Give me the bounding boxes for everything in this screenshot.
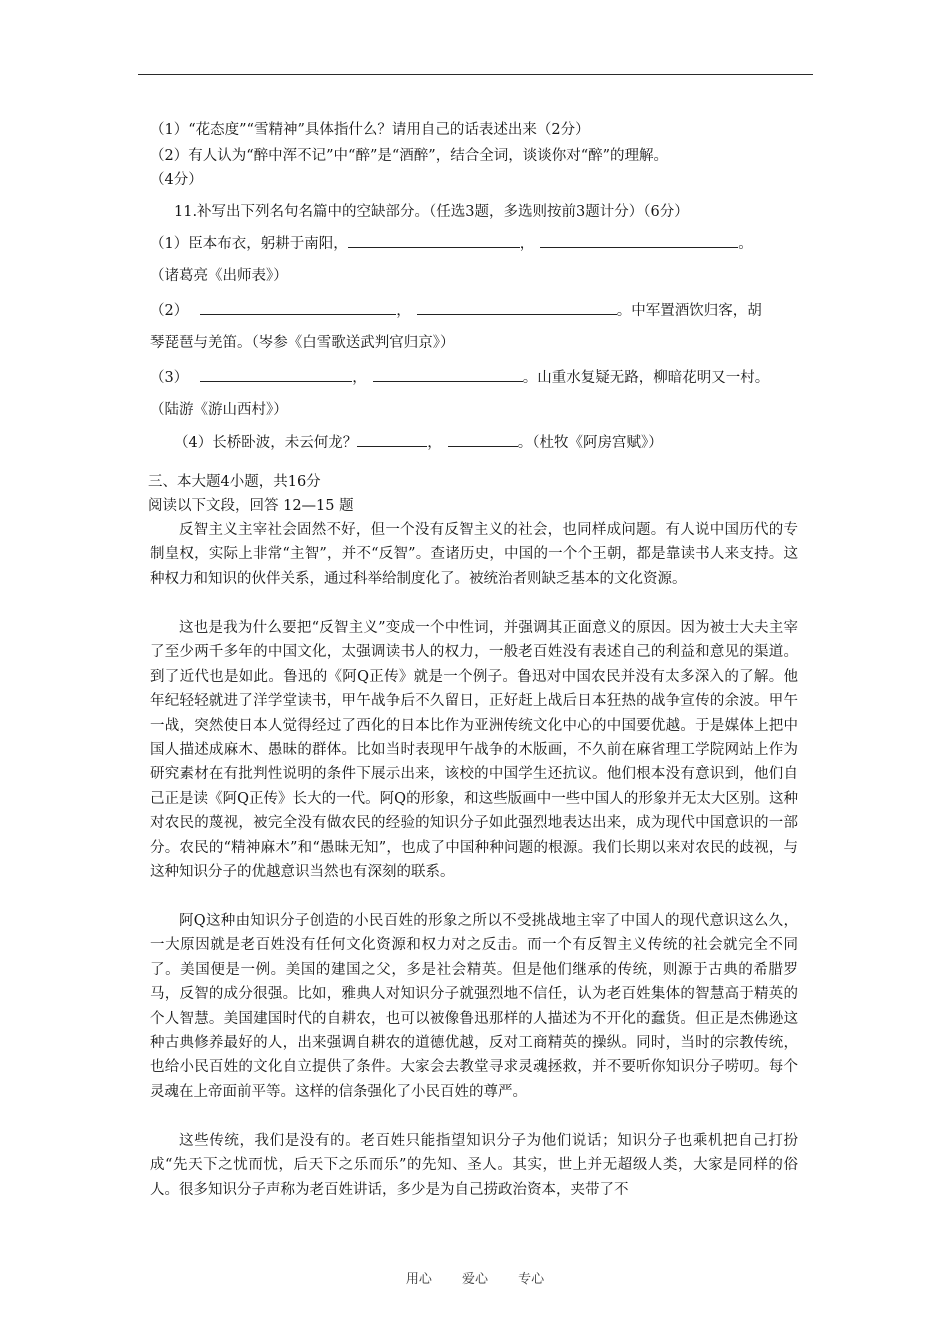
q10-sub2: （2）有人认为“醉中浑不记”中“醉”是“酒醉”，结合全词，谈谈你对“醉”的理解。: [150, 148, 669, 164]
footer-word-2: 爱心: [461, 1272, 488, 1287]
q11-item3-lead: （3）: [150, 370, 189, 386]
q11-item2-sep: ，: [396, 303, 411, 319]
q11-item4-tail: 。（杜牧《阿房宫赋》）: [517, 435, 663, 451]
top-rule: [138, 74, 813, 75]
q11-item2-lead: （2）: [150, 303, 189, 319]
q11-item3-tail: 。山重水复疑无路，柳暗花明又一村。: [522, 370, 770, 386]
passage-paragraph-3: 阿Q这种由知识分子创造的小民百姓的形象之所以不受挑战地主宰了中国人的现代意识这么久，一大原因就是老百姓没有任何文化资源和权力对之反击。而一个有反智主义传统的社会就完全不同了。美国便是一例。美国的建国之父，多是社会精英。但是他们继承的传统，则源于古典的希腊罗马，反智的成分很强。比如，雅典人对知识分子就强烈地不信任，认为老百姓集体的智慧高于精英的个人智慧。美国建国时代的自耕农，也可以被像鲁迅那样的人描述为不开化的蠢货。但正是杰佛逊这种古典修养最好的人，出来强调自耕农的道德优越，反对工商精英的操纵。同时，当时的宗教传统，也给小民百姓的文化自立提供了条件。大家会去教堂寻求灵魂拯救，并不要听你知识分子唠叨。每个灵魂在上帝面前平等。这样的信条强化了小民百姓的尊严。: [150, 913, 798, 1100]
q11-title: 11.补写出下列名句名篇中的空缺部分。（任选3题，多选则按前3题计分）（6分）: [174, 204, 689, 220]
q11-item1-end: 。: [738, 236, 753, 252]
q11-item2-blank1[interactable]: [200, 300, 396, 315]
q10-sub2-score: （4分）: [150, 172, 203, 188]
q11-item3-blank1[interactable]: [200, 367, 352, 382]
q11-item1-blank2[interactable]: [540, 233, 738, 248]
q11-item4-blank1[interactable]: [357, 432, 427, 447]
q11-item4-sep: ，: [427, 435, 442, 451]
footer-word-1: 用心: [405, 1272, 432, 1287]
q11-item4-blank2[interactable]: [448, 432, 518, 447]
footer-word-3: 专心: [518, 1272, 545, 1287]
q11-item3-sep: ，: [352, 370, 367, 386]
q11-item1-lead: （1）臣本布衣，躬耕于南阳，: [150, 236, 348, 252]
q11-item3-source: （陆游《游山西村》）: [150, 402, 288, 418]
section3-heading: 三、本大题4小题，共16分: [148, 474, 321, 490]
q11-item2-cont: 琴琵琶与羌笛。（岑参《白雪歌送武判官归京》）: [150, 335, 455, 351]
q11-item4-lead: （4）长桥卧波，未云何龙？: [174, 435, 358, 451]
page-footer: [0, 1268, 950, 1287]
q11-item1-blank1[interactable]: [348, 233, 520, 248]
passage-paragraph-1: 反智主义主宰社会固然不好，但一个没有反智主义的社会，也同样成问题。有人说中国历代的专制皇权，实际上非常“主智”，并不“反智”。查诸历史，中国的一个个王朝，都是靠读书人来支持。这种权力和知识的伙伴关系，通过科举给制度化了。被统治者则缺乏基本的文化资源。: [150, 522, 798, 587]
q11-item3: [150, 367, 769, 388]
q11-item2-tail: 。中军置酒饮归客，胡: [616, 303, 762, 319]
q11-item1: [150, 233, 753, 254]
passage-paragraph-2: 这也是我为什么要把“反智主义”变成一个中性词，并强调其正面意义的原因。因为被士大夫主宰了至少两千多年的中国文化，太强调读书人的权力，一般老百姓没有表述自己的利益和意见的渠道。到了近代也是如此。鲁迅的《阿Q正传》就是一个例子。鲁迅对中国农民并没有太多深入的了解。他年纪轻轻就进了洋学堂读书，甲午战争后不久留日，正好赶上战后日本狂热的战争宣传的余波。甲午一战，突然使日本人觉得经过了西化的日本比作为亚洲传统文化中心的中国要优越。于是媒体上把中国人描述成麻木、愚昧的群体。比如当时表现甲午战争的木版画，不久前在麻省理工学院网站上作为研究素材在有批判性说明的条件下展示出来，该校的中国学生还抗议。他们根本没有意识到，他们自己正是读《阿Q正传》长大的一代。阿Q的形象，和这些版画中一些中国人的形象并无太大区别。这种对农民的蔑视，被完全没有做农民的经验的知识分子如此强烈地表达出来，成为现代中国意识的一部分。农民的“精神麻木”和“愚昧无知”，也成了中国种种问题的根源。我们长期以来对农民的歧视，与这种知识分子的优越意识当然也有深刻的联系。: [150, 620, 798, 881]
passage-paragraph-4: 这些传统，我们是没有的。老百姓只能指望知识分子为他们说话；知识分子也乘机把自己打扮成“先天下之忧而忧，后天下之乐而乐”的先知、圣人。其实，世上并无超级人类，大家是同样的俗人。很多知识分子声称为老百姓讲话，多少是为自己捞政治资本，夹带了不: [150, 1133, 798, 1198]
q11-item1-sep: ，: [519, 236, 535, 252]
q11-item2-blank2[interactable]: [417, 300, 617, 315]
q10-sub1: （1）“花态度”“雪精神”具体指什么？请用自己的话表述出来（2分）: [150, 122, 590, 138]
q11-item2: [150, 300, 762, 321]
q11-item4: [174, 432, 663, 453]
section3-instruction: 阅读以下文段，回答 12—15 题: [148, 498, 354, 514]
q11-item3-blank2[interactable]: [373, 367, 523, 382]
q11-item1-source: （诸葛亮《出师表》）: [150, 268, 288, 284]
